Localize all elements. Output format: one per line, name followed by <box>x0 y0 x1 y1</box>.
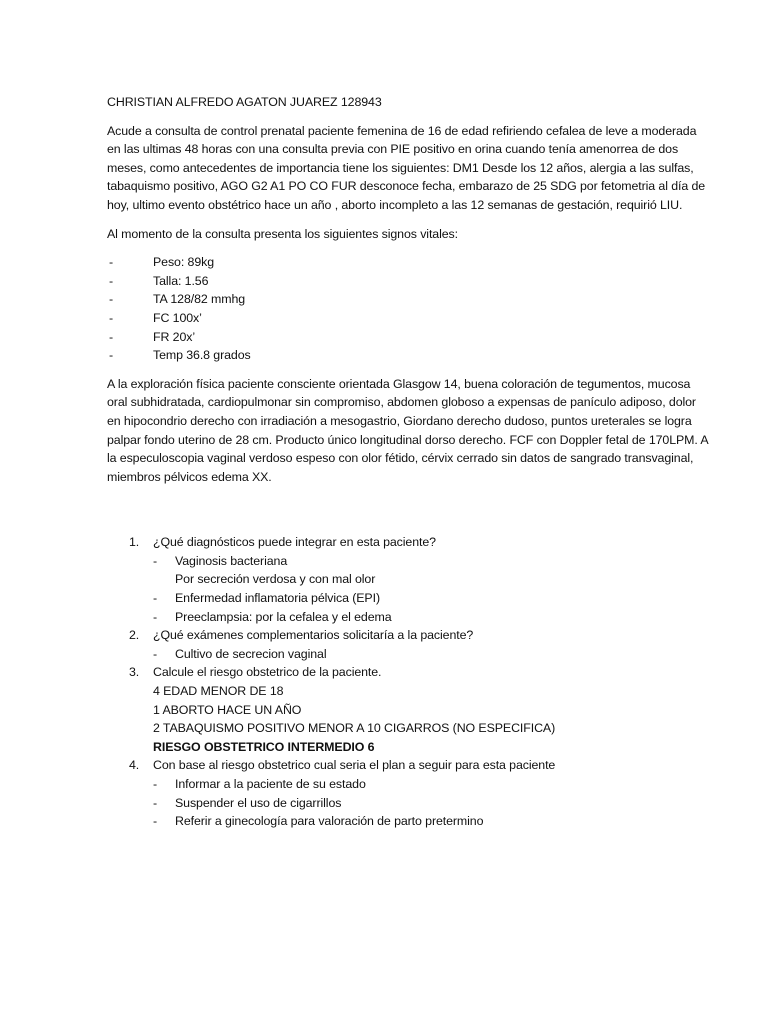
question-text: Con base al riesgo obstetrico cual seria el plan a seguir para esta paciente <box>153 758 556 773</box>
vital-signs-list <box>107 253 708 365</box>
question-item <box>107 626 708 663</box>
vital-heart-rate: - FC 100x’ <box>107 309 708 328</box>
document-title: CHRISTIAN ALFREDO AGATON JUAREZ 128943 <box>107 95 382 109</box>
answer-item: - Referir a ginecología para valoración de parto pretermino <box>153 812 708 831</box>
question-text: ¿Qué diagnósticos puede integrar en esta paciente? <box>153 535 436 550</box>
question-number: 1. <box>129 535 140 550</box>
answer-item: - Preeclampsia: por la cefalea y el edema <box>153 608 708 627</box>
vital-temperature: - Temp 36.8 grados <box>107 346 708 365</box>
answer-item: - Cultivo de secrecion vaginal <box>153 645 708 664</box>
question-text: ¿Qué exámenes complementarios solicitaría a la paciente? <box>153 628 474 643</box>
question-text: Calcule el riesgo obstetrico de la paciente. <box>153 665 382 680</box>
risk-line: 1 ABORTO HACE UN AÑO <box>153 702 302 717</box>
vitals-intro: Al momento de la consulta presenta los siguientes signos vitales: <box>107 226 458 241</box>
vital-blood-pressure: - TA 128/82 mmhg <box>107 290 708 309</box>
risk-result: RIESGO OBSTETRICO INTERMEDIO 6 <box>153 739 375 754</box>
case-intro-paragraph: Acude a consulta de control prenatal paciente femenina de 16 de edad refiriendo cefalea de leve a moderada en las ultimas 48 horas con una consulta previa con PIE positivo en orina cuando tenía amenorrea de dos meses, como antecedentes de importancia tiene los siguientes: DM1 Desde los 12 años, alergia a las sulfas, tabaquismo positivo, AGO G2 A1 PO CO FUR desconoce fecha, embarazo de 25 SDG por fetometria al día de hoy, ultimo evento obstétrico hace un año , aborto incompleto a las 12 semanas de gestación, requirió LIU. <box>107 123 706 212</box>
answer-list <box>153 552 708 626</box>
answer-item: - Suspender el uso de cigarrillos <box>153 794 708 813</box>
answer-note: Por secreción verdosa y con mal olor <box>175 572 376 587</box>
vital-respiratory-rate: - FR 20x’ <box>107 328 708 347</box>
answer-item <box>153 552 708 589</box>
answer-item: - Enfermedad inflamatoria pélvica (EPI) <box>153 589 708 608</box>
physical-exam-paragraph: A la exploración física paciente consciente orientada Glasgow 14, buena coloración de tegumentos, mucosa oral subhidratada, cardiopulmonar sin compromiso, abdomen globoso a expensas de panículo adiposo, dolor en hipocondrio derecho con irradiación a mesogastrio, Giordano derecho dudoso, puntos ureterales se logra palpar fondo uterino de 28 cm. Producto único longitudinal dorso derecho. FCF con Doppler fetal de 170LPM. A la especuloscopia vaginal verdoso espeso con olor fétido, cérvix cerrado sin datos de sangrado transvaginal, miembros pélvicos edema XX. <box>107 376 708 484</box>
answer-list <box>153 775 708 831</box>
question-number: 3. <box>129 665 140 680</box>
question-number: 2. <box>129 628 140 643</box>
risk-line: 4 EDAD MENOR DE 18 <box>153 684 284 699</box>
question-item <box>107 756 708 830</box>
risk-line: 2 TABAQUISMO POSITIVO MENOR A 10 CIGARROS (NO ESPECIFICA) <box>153 721 556 736</box>
vital-height: - Talla: 1.56 <box>107 272 708 291</box>
question-number: 4. <box>129 758 140 773</box>
vital-weight: - Peso: 89kg <box>107 253 708 272</box>
answer-item: - Informar a la paciente de su estado <box>153 775 708 794</box>
section-spacer <box>107 496 708 533</box>
answer-list <box>153 645 708 664</box>
question-item <box>107 533 708 626</box>
answer-text: - Vaginosis bacteriana <box>175 553 288 568</box>
question-item <box>107 663 708 756</box>
questions-list <box>107 533 708 831</box>
